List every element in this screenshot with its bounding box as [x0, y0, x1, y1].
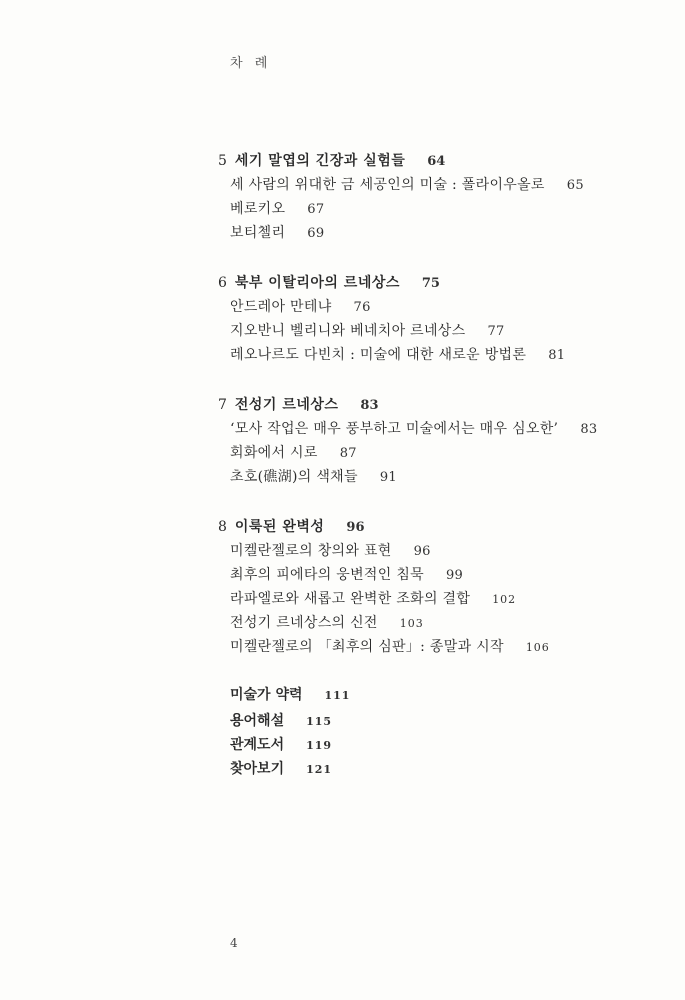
toc-entry[interactable]	[230, 296, 371, 318]
page-ref: 96	[346, 520, 365, 535]
entry-title: 전성기 르네상스의 신전	[230, 615, 378, 631]
page-title: 차 례	[230, 56, 272, 71]
chapter-number: 5	[218, 153, 227, 169]
toc-entry[interactable]	[230, 418, 597, 440]
entry-title: 세 사람의 위대한 금 세공인의 미술 : 폴라이우올로	[230, 177, 545, 193]
page-ref: 115	[306, 715, 333, 728]
chapter-heading[interactable]	[218, 150, 445, 172]
appendix-entry[interactable]	[230, 710, 332, 732]
page-ref: 121	[306, 763, 333, 776]
toc-entry[interactable]	[230, 588, 516, 610]
toc-entry[interactable]	[230, 320, 505, 342]
chapter-heading[interactable]	[218, 394, 379, 416]
entry-title: 초호(礁湖)의 색채들	[230, 469, 358, 485]
entry-title: 미켈란젤로의 창의와 표현	[230, 543, 392, 559]
entry-title: 레오나르도 다빈치 : 미술에 대한 새로운 방법론	[230, 347, 527, 363]
page-ref: 83	[580, 422, 598, 437]
page-ref: 65	[566, 178, 584, 193]
page-ref: 91	[379, 470, 397, 485]
toc-entry[interactable]	[230, 636, 550, 658]
toc-entry[interactable]	[230, 612, 424, 634]
page-ref: 96	[413, 544, 431, 559]
page-ref: 103	[399, 617, 424, 630]
page-ref: 83	[360, 398, 379, 413]
entry-title: 찾아보기	[230, 761, 285, 777]
appendix-entry[interactable]	[230, 734, 332, 756]
chapter-number: 6	[218, 275, 227, 291]
chapter-title: 이룩된 완벽성	[234, 519, 325, 535]
page-ref: 102	[492, 593, 517, 606]
chapter-heading[interactable]	[218, 272, 440, 294]
page-ref: 67	[307, 202, 325, 217]
toc-entry[interactable]	[230, 344, 565, 366]
page-ref: 99	[445, 568, 464, 583]
page-ref: 87	[339, 446, 357, 461]
entry-title: 회화에서 시로	[230, 445, 318, 461]
page-ref: 106	[525, 641, 550, 654]
entry-title: 지오반니 벨리니와 베네치아 르네상스	[230, 323, 466, 339]
toc-entry[interactable]	[230, 564, 463, 586]
entry-title: 미술가 약력	[230, 687, 303, 703]
entry-title: 안드레아 만테냐	[230, 299, 332, 315]
entry-title: ‘모사 작업은 매우 풍부하고 미술에서는 매우 심오한’	[230, 421, 559, 437]
page-number: 4	[230, 936, 238, 950]
entry-title: 미켈란젤로의 「최후의 심판」: 종말과 시작	[230, 639, 504, 655]
toc-entry[interactable]	[230, 198, 324, 220]
appendix-entry[interactable]	[230, 684, 350, 706]
page-ref: 76	[353, 300, 371, 315]
toc-entry[interactable]	[230, 540, 431, 562]
entry-title: 라파엘로와 새롭고 완벽한 조화의 결합	[230, 591, 471, 607]
page-ref: 64	[427, 154, 446, 169]
toc-entry[interactable]	[230, 442, 357, 464]
entry-title: 보티첼리	[230, 225, 286, 241]
chapter-number: 8	[218, 519, 227, 535]
entry-title: 최후의 피에타의 웅변적인 침묵	[230, 567, 424, 583]
page-ref: 77	[487, 324, 505, 339]
chapter-title: 전성기 르네상스	[234, 397, 339, 413]
chapter-title: 북부 이탈리아의 르네상스	[234, 275, 400, 291]
toc-entry[interactable]	[230, 174, 584, 196]
toc-entry[interactable]	[230, 466, 397, 488]
page-ref: 81	[548, 348, 566, 363]
chapter-title: 세기 말엽의 긴장과 실험들	[234, 153, 406, 169]
toc-entry[interactable]	[230, 222, 324, 244]
page-ref: 75	[421, 276, 440, 291]
page-ref: 69	[307, 226, 325, 241]
chapter-number: 7	[218, 397, 227, 413]
entry-title: 베로키오	[230, 201, 286, 217]
appendix-entry[interactable]	[230, 758, 332, 780]
entry-title: 용어해설	[230, 713, 285, 729]
page-ref: 111	[324, 689, 351, 702]
chapter-heading[interactable]	[218, 516, 365, 538]
entry-title: 관계도서	[230, 737, 285, 753]
page-ref: 119	[306, 739, 333, 752]
